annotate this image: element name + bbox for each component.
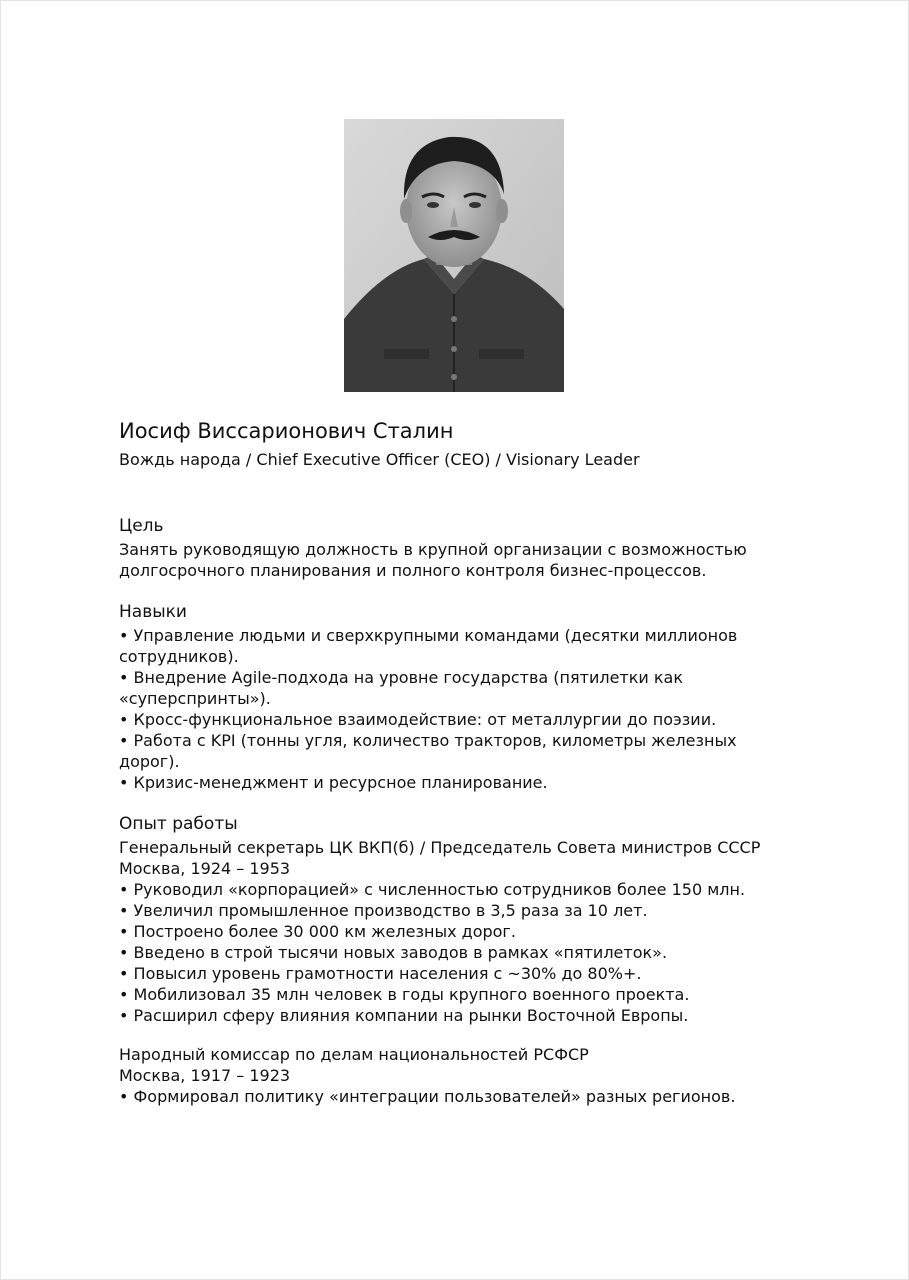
- skills-item: • Управление людьми и сверхкрупными командами (десятки миллионов сотрудников).: [119, 625, 799, 667]
- job-location-dates: Москва, 1917 – 1923: [119, 1066, 291, 1085]
- job-bullets: [119, 1086, 799, 1107]
- spacer: [119, 793, 799, 811]
- job-entry: [119, 837, 799, 1026]
- job-bullet: • Расширил сферу влияния компании на рынки Восточной Европы.: [119, 1005, 799, 1026]
- job-position: Генеральный секретарь ЦК ВКП(б) / Председатель Совета министров СССР: [119, 838, 761, 857]
- portrait-image: [344, 119, 564, 392]
- skills-item: • Кризис-менеджмент и ресурсное планирование.: [119, 772, 799, 793]
- job-bullet: • Построено более 30 000 км железных дорог.: [119, 921, 799, 942]
- resume-content: [119, 415, 799, 1107]
- skills-item: • Внедрение Agile-подхода на уровне государства (пятилетки как «суперспринты»).: [119, 667, 799, 709]
- job-bullets: [119, 879, 799, 1026]
- job-bullet: • Введено в строй тысячи новых заводов в рамках «пятилеток».: [119, 942, 799, 963]
- job-location-dates: Москва, 1924 – 1953: [119, 859, 291, 878]
- skills-heading: Навыки: [119, 602, 187, 622]
- spacer: [119, 581, 799, 599]
- goal-heading: Цель: [119, 516, 164, 536]
- goal-text: Занять руководящую должность в крупной организации с возможностью долгосрочного планирования и полного контроля бизнес-процессов.: [119, 540, 747, 580]
- job-bullet: • Увеличил промышленное производство в 3,5 раза за 10 лет.: [119, 900, 799, 921]
- job-position: Народный комиссар по делам национальностей РСФСР: [119, 1045, 589, 1064]
- skills-list: [119, 625, 799, 793]
- job-entry: [119, 1044, 799, 1107]
- spacer: [119, 473, 799, 513]
- portrait-photo: [344, 119, 564, 392]
- person-name: Иосиф Виссарионович Сталин: [119, 419, 454, 443]
- job-bullet: • Повысил уровень грамотности населения с ~30% до 80%+.: [119, 963, 799, 984]
- spacer: [119, 1026, 799, 1044]
- person-title: Вождь народа / Chief Executive Officer (CEO) / Visionary Leader: [119, 450, 640, 469]
- job-bullet: • Формировал политику «интеграции пользователей» разных регионов.: [119, 1086, 799, 1107]
- job-bullet: • Мобилизовал 35 млн человек в годы крупного военного проекта.: [119, 984, 799, 1005]
- skills-item: • Кросс-функциональное взаимодействие: от металлургии до поэзии.: [119, 709, 799, 730]
- experience-heading: Опыт работы: [119, 814, 238, 834]
- skills-item: • Работа с KPI (тонны угля, количество тракторов, километры железных дорог).: [119, 730, 799, 772]
- job-bullet: • Руководил «корпорацией» с численностью сотрудников более 150 млн.: [119, 879, 799, 900]
